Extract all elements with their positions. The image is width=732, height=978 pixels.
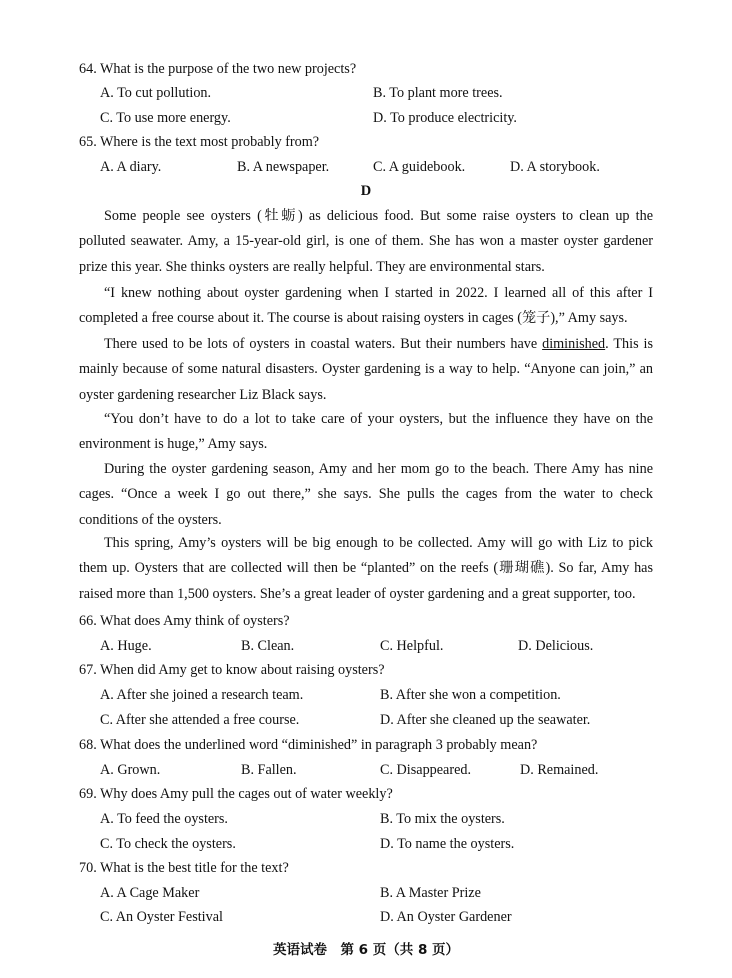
q68-option-c: C. Disappeared. (380, 762, 472, 778)
q69-option-a: A. To feed the oysters. (100, 811, 228, 827)
question-66-stem: 66. What does Amy think of oysters? (79, 613, 290, 629)
q66-option-c: C. Helpful. (380, 638, 444, 654)
q68-option-b: B. Fallen. (241, 762, 297, 778)
paragraph-text: “I knew nothing about oyster gardening when I started in 2022. I learned all of this after I completed a free course about it. The course is about raising oysters in cages (笼子),” Amy says. (79, 285, 653, 327)
q65-option-c: C. A guidebook. (373, 159, 466, 175)
q66-option-a: A. Huge. (100, 638, 152, 654)
question-68-stem: 68. What does the underlined word “diminished” in paragraph 3 probably mean? (79, 737, 538, 753)
q64-option-b: B. To plant more trees. (373, 85, 503, 101)
question-65-stem: 65. Where is the text most probably from? (79, 134, 320, 150)
paragraph-text: There used to be lots of oysters in coastal waters. But their numbers have (104, 336, 543, 352)
passage-paragraph-1 (79, 204, 653, 280)
q70-option-d: D. An Oyster Gardener (380, 909, 512, 925)
question-67-stem: 67. When did Amy get to know about raising oysters? (79, 662, 385, 678)
question-64-stem: 64. What is the purpose of the two new projects? (79, 61, 357, 77)
paragraph-text: This spring, Amy’s oysters will be big enough to be collected. Amy will go with Liz to pick them up. Oysters that are collected will then be “planted” on the reefs (珊瑚礁). So far, Amy has raised more than 1,500 oysters. She’s a great leader of oyster gardening and a great supporter, too. (79, 535, 653, 602)
section-heading: D (360, 183, 372, 199)
q64-option-a: A. To cut pollution. (100, 85, 212, 101)
q65-option-b: B. A newspaper. (237, 159, 330, 175)
q67-option-c: C. After she attended a free course. (100, 712, 300, 728)
q64-option-c: C. To use more energy. (100, 110, 231, 126)
passage-paragraph-3 (79, 332, 653, 408)
passage-paragraph-6 (79, 531, 653, 607)
underlined-word: diminished (542, 336, 606, 352)
paragraph-text: . This is mainly because of some natural disasters. Oyster gardening is a way to help. “Anyone can join,” an oyster gardening researcher Liz Black says. (79, 336, 653, 403)
paragraph-text: Some people see oysters (牡蛎) as delicious food. But some raise oysters to clean up the polluted seawater. Amy, a 15-year-old girl, is one of them. She has won a master oyster gardener prize this year. She thinks oysters are really helpful. They are environmental stars. (79, 208, 653, 275)
paragraph-text: “You don’t have to do a lot to take care of your oysters, but the influence they have on the environment is huge,” Amy says. (79, 411, 653, 453)
passage-paragraph-4 (79, 407, 653, 458)
q70-option-b: B. A Master Prize (380, 885, 481, 901)
q65-option-d: D. A storybook. (510, 159, 600, 175)
page-footer: 英语试卷 第 6 页（共 8 页） (272, 942, 460, 958)
passage-paragraph-2 (79, 281, 653, 332)
q70-option-a: A. A Cage Maker (100, 885, 200, 901)
q66-option-d: D. Delicious. (518, 638, 594, 654)
q68-option-a: A. Grown. (100, 762, 161, 778)
paragraph-text: During the oyster gardening season, Amy and her mom go to the beach. There Amy has nine cages. “Once a week I go out there,” she says. She pulls the cages from the water to check conditions of the oysters. (79, 461, 653, 528)
q68-option-d: D. Remained. (520, 762, 599, 778)
q67-option-d: D. After she cleaned up the seawater. (380, 712, 591, 728)
q70-option-c: C. An Oyster Festival (100, 909, 223, 925)
question-70-stem: 70. What is the best title for the text? (79, 860, 289, 876)
q66-option-b: B. Clean. (241, 638, 295, 654)
q64-option-d: D. To produce electricity. (373, 110, 517, 126)
q69-option-d: D. To name the oysters. (380, 836, 515, 852)
q69-option-c: C. To check the oysters. (100, 836, 236, 852)
q67-option-a: A. After she joined a research team. (100, 687, 304, 703)
q65-option-a: A. A diary. (100, 159, 162, 175)
q67-option-b: B. After she won a competition. (380, 687, 561, 703)
question-69-stem: 69. Why does Amy pull the cages out of water weekly? (79, 786, 393, 802)
passage-paragraph-5 (79, 457, 653, 533)
q69-option-b: B. To mix the oysters. (380, 811, 505, 827)
